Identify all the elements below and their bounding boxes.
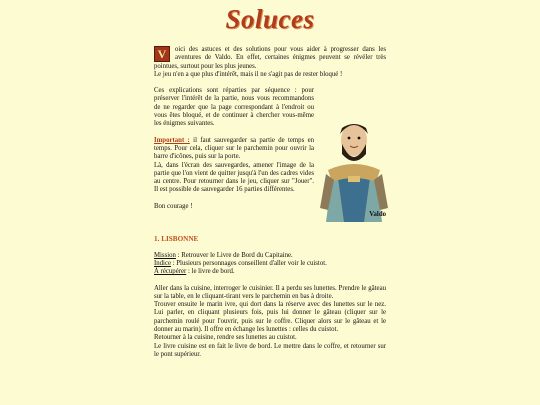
indice-text: : Plusieurs personnages conseillent d'aller voir le cuistot.: [170, 259, 327, 267]
important-paragraph: [154, 137, 314, 162]
important-label: Important :: [154, 136, 190, 144]
recuperer-line: [154, 268, 386, 276]
courage-text: Bon courage !: [154, 202, 193, 210]
page-title: Soluces: [225, 4, 315, 34]
explanation-paragraph: Ces explications sont réparties par séquence : pour préserver l'intérêt de la partie, nous vous recommandons de ne regarder que la page correspondant à l'endroit ou vous êtes bloqué, et de continuer à chercher vous-même les énigmes suivantes.: [154, 87, 314, 128]
save-instructions: Là, dans l'écran des sauvegardes, amener l'image de la partie que l'on vient de quitter jusqu'à l'un des cadres vides au centre. Pour retourner dans le jeu, cliquer sur "Jouer". Il est possible de sauvegarder 16 parties différentes.: [154, 161, 314, 194]
mission-line: [154, 252, 386, 260]
recuperer-label: À récupérer: [154, 268, 187, 276]
mission-label: Mission: [154, 251, 176, 259]
walkthrough-paragraph-1: Aller dans la cuisine, interroger le cuisinier. Il a perdu ses lunettes. Prendre le gâteau sur la table, en le cliquant-tirant vers le parchemin en bas à droite.: [154, 284, 386, 300]
signature: Valdo: [369, 211, 386, 219]
important-text: il faut sauvegarder sa partie de temps en temps. Pour cela, cliquer sur le parchemin pour ouvrir la barre d'icônes, puis sur la porte.: [154, 136, 314, 161]
intro-paragraph: oici des astuces et des solutions pour vous aider à progresser dans les aventures de Valdo. En effet, certaines énigmes peuvent se révéler très pointues, surtout pour les plus jeunes.: [154, 46, 386, 70]
dropcap-letter: V: [154, 46, 170, 62]
recuperer-text: : le livre de bord.: [186, 268, 235, 276]
indice-line: [154, 260, 386, 268]
section-title: 1. LISBONNE: [154, 235, 199, 244]
indice-label: Indice: [154, 259, 171, 267]
walkthrough-paragraph-4: Le livre cuisine est en fait le livre de bord. Le mettre dans le coffre, et retourner sur le pont supérieur.: [154, 342, 386, 358]
walkthrough-paragraph-3: Retourner à la cuisine, rendre ses lunettes au cuistot.: [154, 334, 297, 342]
mission-text: : Retrouver le Livre de Bord du Capitaine.: [175, 251, 293, 259]
intro-block: [154, 46, 386, 71]
walkthrough-paragraph-2: Trouver ensuite le marin ivre, qui dort dans la réserve avec des lunettes sur le nez. Lui parler, en cliquant plusieurs fois, puis lui donner le gâteau (cliquer sur le parchemin roulé pour l'ouvrir, puis sur le coffre. Cliquer alors sur le gâteau et le donner au marin). Il offre en échange les lunettes : celles du cuistot.: [154, 301, 386, 334]
intro-paragraph-2: Le jeu n'en a que plus d'intérêt, mais il ne s'agit pas de rester bloqué !: [154, 70, 343, 78]
